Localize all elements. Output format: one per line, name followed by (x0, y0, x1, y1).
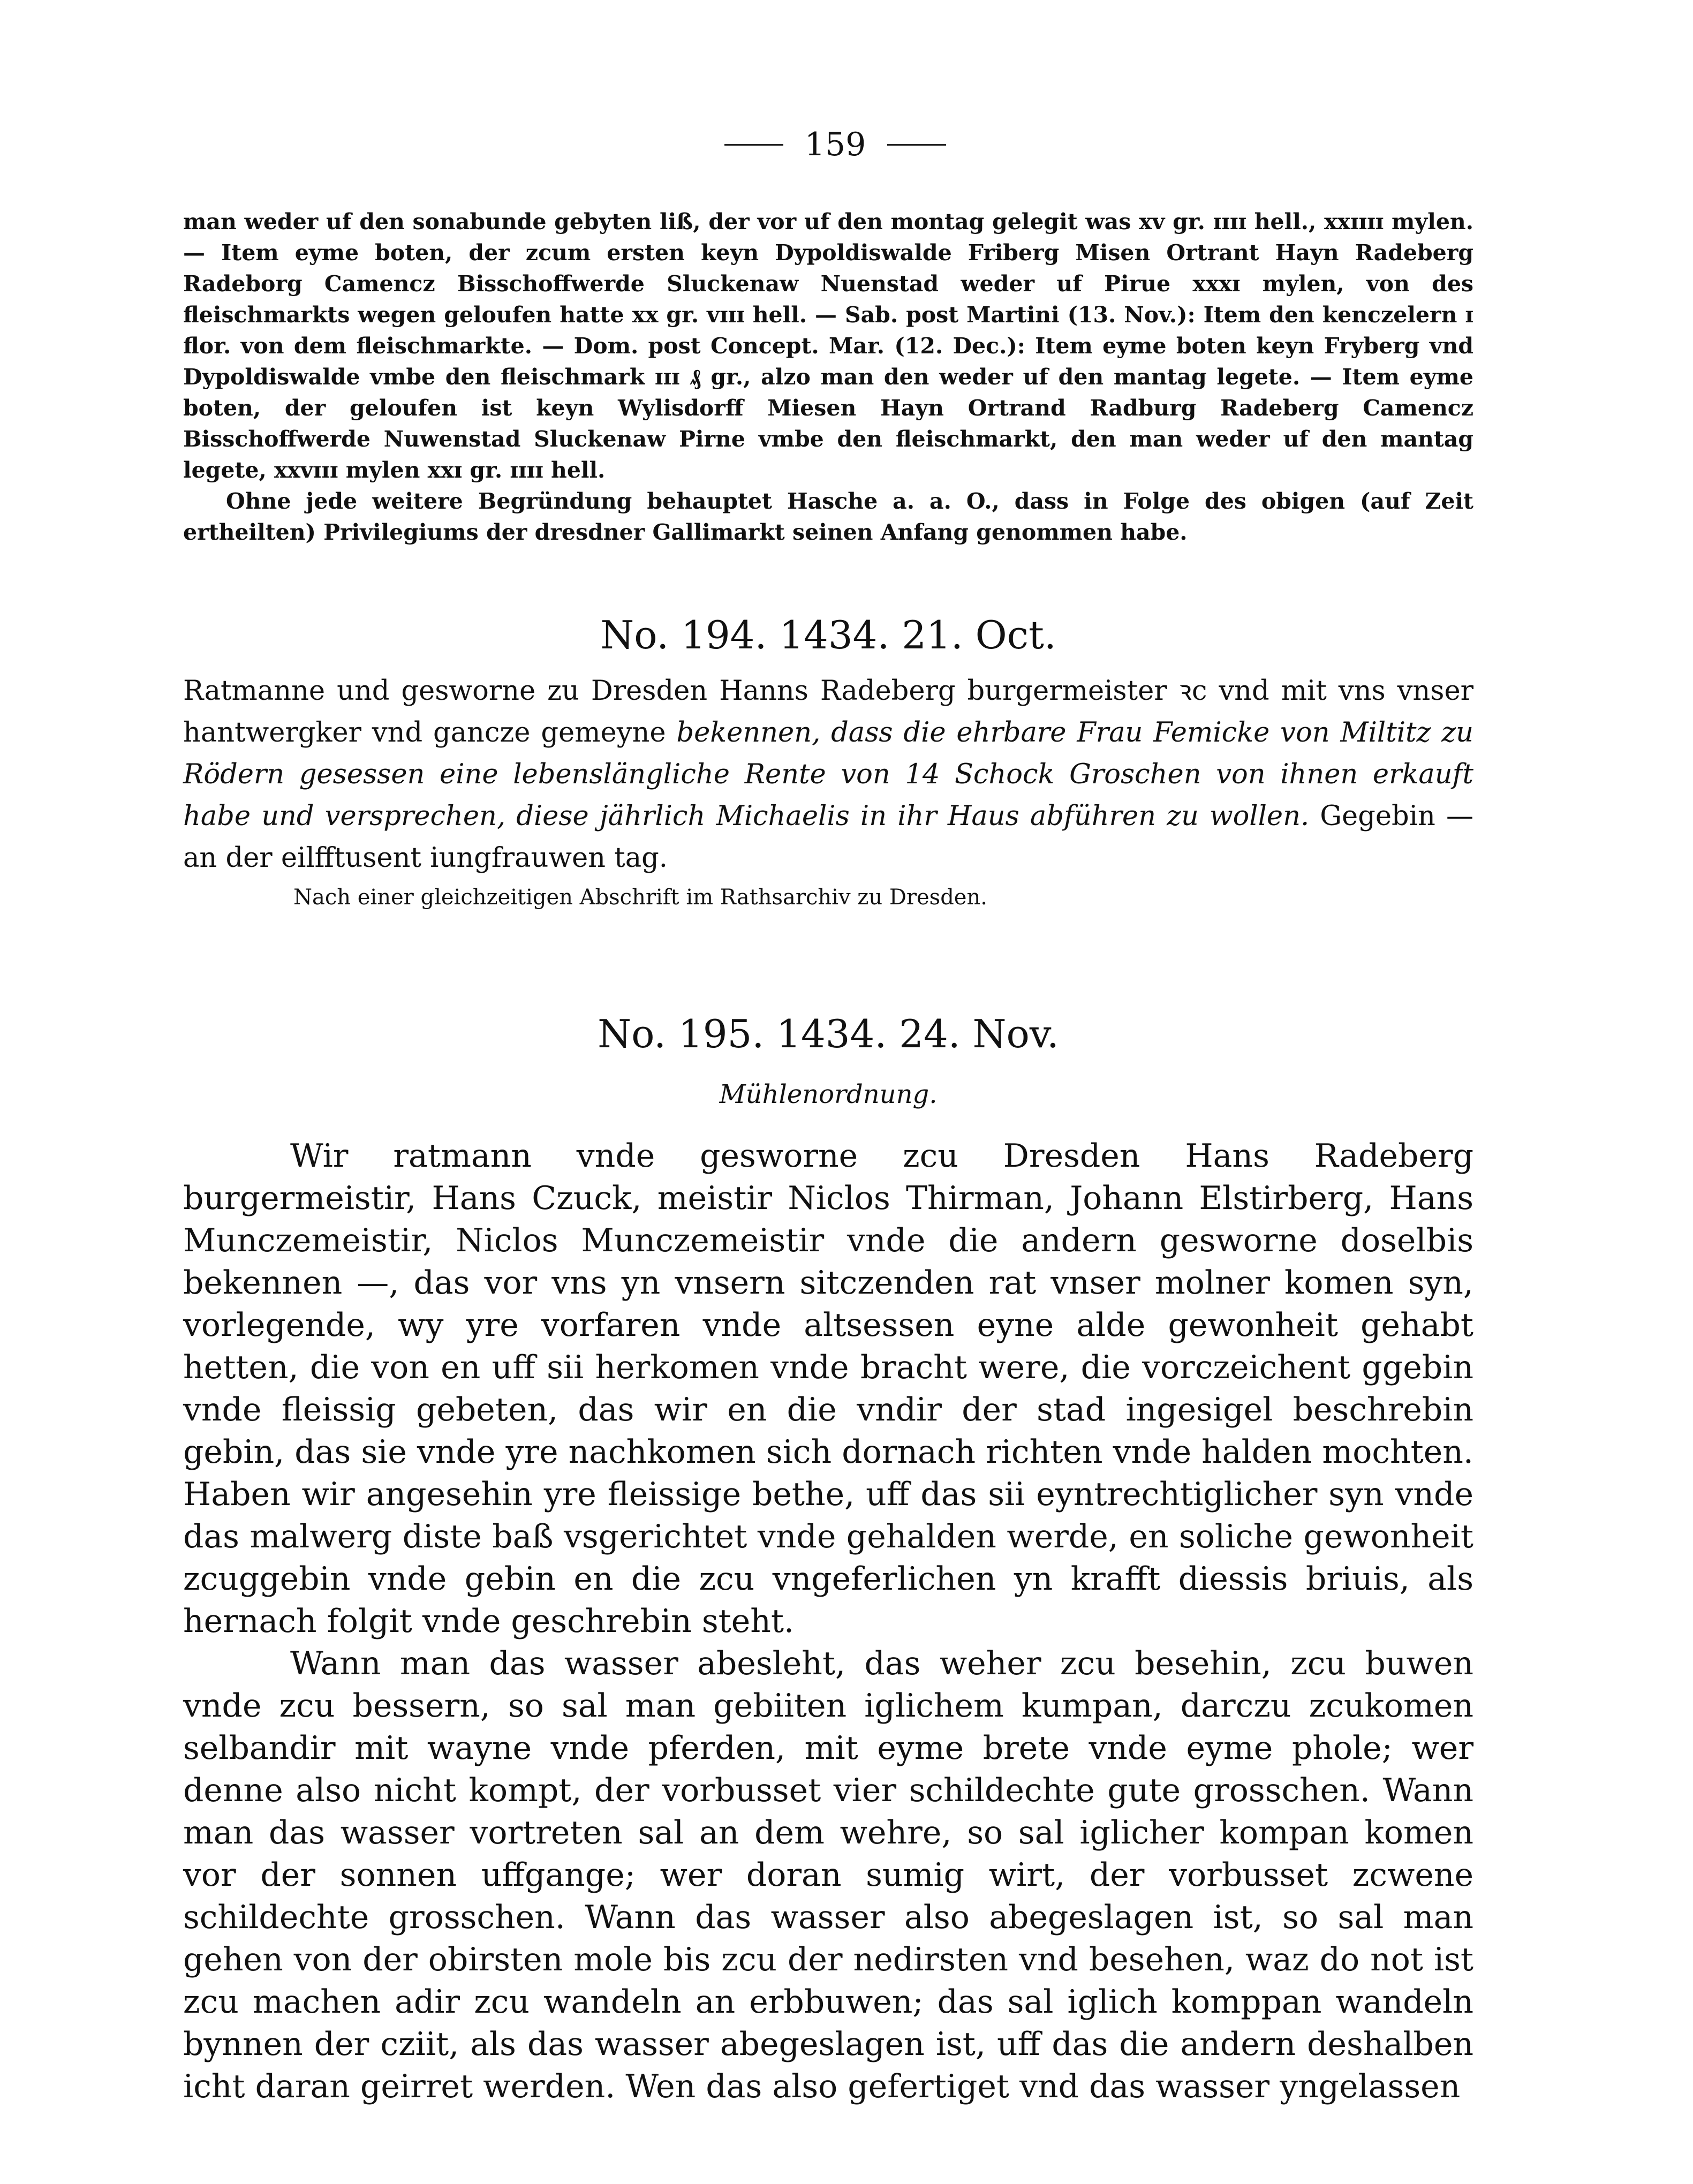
continuation-footnote-block (183, 206, 1473, 548)
continuation-paragraph: man weder uf den sonabunde gebyten liß, der vor uf den montag gelegit was xv gr. ɪɪɪɪ hell., xxɪɪɪɪ mylen. — Item eyme boten, der zcum ersten keyn Dypoldiswalde Friberg Misen Ortrant Hayn Radeberg Radeborg Camencz Bisschoffwerde Sluckenaw Nuenstad weder uf Pirue xxxɪ mylen, von des fleischmarkts wegen geloufen hatte xx gr. vɪɪɪ hell. — Sab. post Martini (13. Nov.): Item den kenczelern ɪ flor. von dem fleischmarkte. — Dom. post Concept. Mar. (12. Dec.): Item eyme boten keyn Fryberg vnd Dypoldiswalde vmbe den fleischmark ɪɪɪ ₰ gr., alzo man den weder uf den mantag legete. — Item eyme boten, der geloufen ist keyn Wylisdorff Miesen Hayn Ortrand Radburg Radeberg Camencz Bisschoffwerde Nuwenstad Sluckenaw Pirne vmbe den fleischmarkt, den man weder uf den mantag legete, xxvɪɪɪ mylen xxɪ gr. ɪɪɪɪ hell. (183, 209, 1473, 483)
entry-194-source-note: Nach einer gleichzeitigen Abschrift im Rathsarchiv zu Dresden. (293, 885, 987, 910)
entry-195-text (183, 1135, 1473, 2108)
entry-194-title: No. 194. 1434. 21. Oct. (600, 613, 1056, 658)
entry-195-paragraph: Wann man das wasser abesleht, das weher zcu besehin, zcu buwen vnde zcu bessern, so sal man gebiiten iglichem kumpan, darczu zcukomen selbandir mit wayne vnde pferden, mit eyme brete vnde eyme phole; wer denne also nicht kompt, der vorbusset vier schildechte gute grosschen. Wann man das wasser vortreten sal an dem wehre, so sal iglicher kompan komen vor der sonnen uffgange; wer doran sumig wirt, der vorbusset zcwene schildechte grosschen. Wann das wasser also abegeslagen ist, so sal man gehen von der obirsten mole bis zcu der nedirsten vnd besehen, waz do not ist zcu machen adir zcu wandeln an erbbuwen; das sal iglich komppan wandeln bynnen der cziit, als das wasser abegeslagen ist, uff das die andern deshalben icht daran geirret werden. Wen das also gefertiget vnd das wasser yngelassen (183, 1645, 1473, 2105)
regest-italic-text: bekennen, dass die ehrbare Frau Femicke von Miltitz zu Rödern gesessen eine lebenslängliche Rente von 14 Schock Groschen von ihnen erkauft habe und versprechen, diese jährlich Michaelis in ihr Haus abführen zu wollen. (183, 717, 1474, 832)
commentary-paragraph: Ohne jede weitere Begründung behauptet Hasche a. a. O., dass in Folge des obigen (auf Zeit ertheilten) Privilegiums der dresdner Gallimarkt seinen Anfang genommen habe. (183, 488, 1473, 545)
page-number: 159 (804, 126, 866, 163)
entry-195-paragraph: Wir ratmann vnde gesworne zcu Dresden Hans Radeberg burgermeistir, Hans Czuck, meistir Niclos Thirman, Johann Elstirberg, Hans Munczemeistir, Niclos Munczemeistir vnde die andern gesworne doselbis bekennen —, das vor vns yn vnsern sitczenden rat vnser molner komen syn, vorlegende, wy yre vorfaren vnde altsessen eyne alde gewonheit gehabt hetten, die von en uff sii herkomen vnde bracht were, die vorczeichent ggebin vnde fleissig gebeten, das wir en die vndir der stad ingesigel beschrebin gebin, das sie vnde yre nachkomen sich dornach richten vnde halden mochten. Haben wir angesehin yre fleissige bethe, uff das sii eyntrechtiglicher syn vnde das malwerg diste baß vsgerichtet vnde gehalden werde, en soliche gewonheit zcuggebin vnde gebin en die zcu vngeferlichen yn krafft diessis briuis, als hernach folgit vnde geschrebin steht. (183, 1137, 1473, 1640)
regest-dating-clause: Gegebin — an der eilfftusent iungfrauwen tag. (183, 800, 1473, 874)
entry-194-regest (183, 670, 1473, 879)
regest-plain-text: Ratmanne und gesworne zu Dresden Hanns Radeberg burgermeister ꝛc vnd mit vns vnser hantwergker vnd gancze gemeyne (183, 675, 1473, 749)
running-head (691, 126, 980, 163)
entry-195-title: No. 195. 1434. 24. Nov. (598, 1011, 1059, 1056)
entry-195-subtitle: Mühlenordnung. (719, 1079, 938, 1109)
running-head-rule-left (724, 144, 783, 146)
running-head-rule-right (887, 144, 946, 146)
